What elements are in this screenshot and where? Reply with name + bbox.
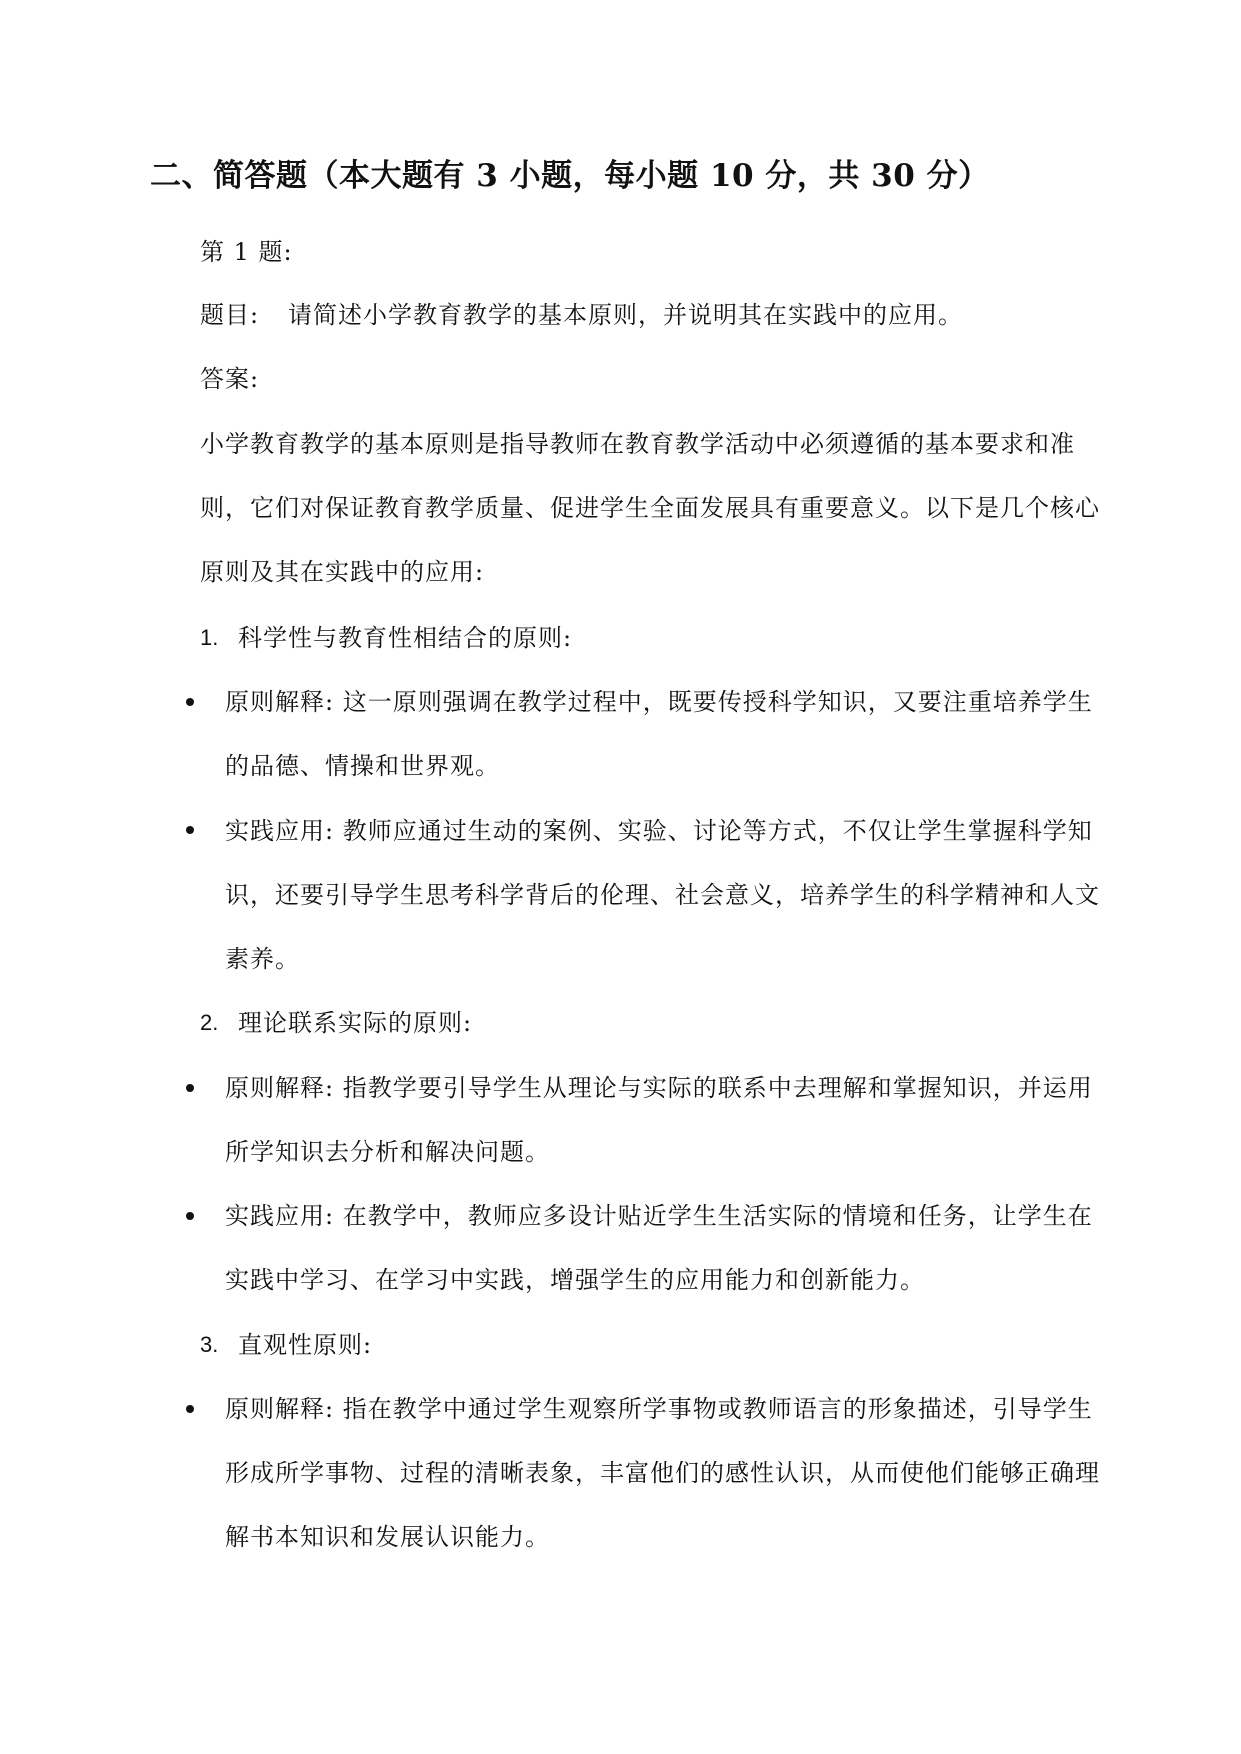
principle-1-bullet-1-line-1: 原则解释: 这一原则强调在教学过程中，既要传授科学知识，又要注重培养学生: [225, 688, 1093, 716]
bullet-icon: [186, 1405, 194, 1413]
principle-1-title: 科学性与教育性相结合的原则:: [238, 624, 573, 652]
answer-label: 答案:: [200, 365, 260, 393]
principle-1-bullet-2-line-1: 实践应用: 教师应通过生动的案例、实验、讨论等方式，不仅让学生掌握科学知: [225, 817, 1093, 845]
principle-1-number: 1.: [200, 625, 219, 650]
principle-3-bullet-1-line-2: 形成所学事物、过程的清晰表象，丰富他们的感性认识，从而使他们能够正确理: [225, 1459, 1100, 1487]
intro-line-3: 原则及其在实践中的应用:: [200, 558, 485, 586]
principle-2-number: 2.: [200, 1010, 219, 1035]
section-title: 二、简答题（本大题有 3 小题，每小题 10 分，共 30 分）: [150, 158, 990, 194]
principle-2-bullet-2-line-2: 实践中学习、在学习中实践，增强学生的应用能力和创新能力。: [225, 1266, 925, 1294]
principle-2-title: 理论联系实际的原则:: [238, 1009, 473, 1037]
principle-1-bullet-2-line-3: 素养。: [225, 945, 300, 973]
intro-line-2: 则，它们对保证教育教学质量、促进学生全面发展具有重要意义。以下是几个核心: [200, 494, 1100, 522]
principle-2-bullet-2-line-1: 实践应用: 在教学中，教师应多设计贴近学生生活实际的情境和任务，让学生在: [225, 1202, 1093, 1230]
principle-3-number: 3.: [200, 1332, 219, 1357]
principle-2-bullet-1-line-1: 原则解释: 指教学要引导学生从理论与实际的联系中去理解和掌握知识，并运用: [225, 1074, 1093, 1102]
principle-3-title: 直观性原则:: [238, 1331, 373, 1359]
intro-line-1: 小学教育教学的基本原则是指导教师在教育教学活动中必须遵循的基本要求和准: [200, 430, 1075, 458]
principle-1-bullet-1-line-2: 的品德、情操和世界观。: [225, 752, 500, 780]
bullet-icon: [186, 1084, 194, 1092]
bullet-icon: [186, 1212, 194, 1220]
bullet-icon: [186, 698, 194, 706]
question-prompt-label: 题目:: [200, 301, 260, 329]
principle-1-bullet-2-line-2: 识，还要引导学生思考科学背后的伦理、社会意义，培养学生的科学精神和人文: [225, 881, 1100, 909]
principle-2-bullet-1-line-2: 所学知识去分析和解决问题。: [225, 1138, 550, 1166]
principle-3-bullet-1-line-1: 原则解释: 指在教学中通过学生观察所学事物或教师语言的形象描述，引导学生: [225, 1395, 1093, 1423]
question-prompt-text: 请简述小学教育教学的基本原则，并说明其在实践中的应用。: [288, 301, 963, 329]
bullet-icon: [186, 826, 194, 834]
question-number: 第 1 题:: [200, 238, 293, 266]
principle-3-bullet-1-line-3: 解书本知识和发展认识能力。: [225, 1523, 550, 1551]
